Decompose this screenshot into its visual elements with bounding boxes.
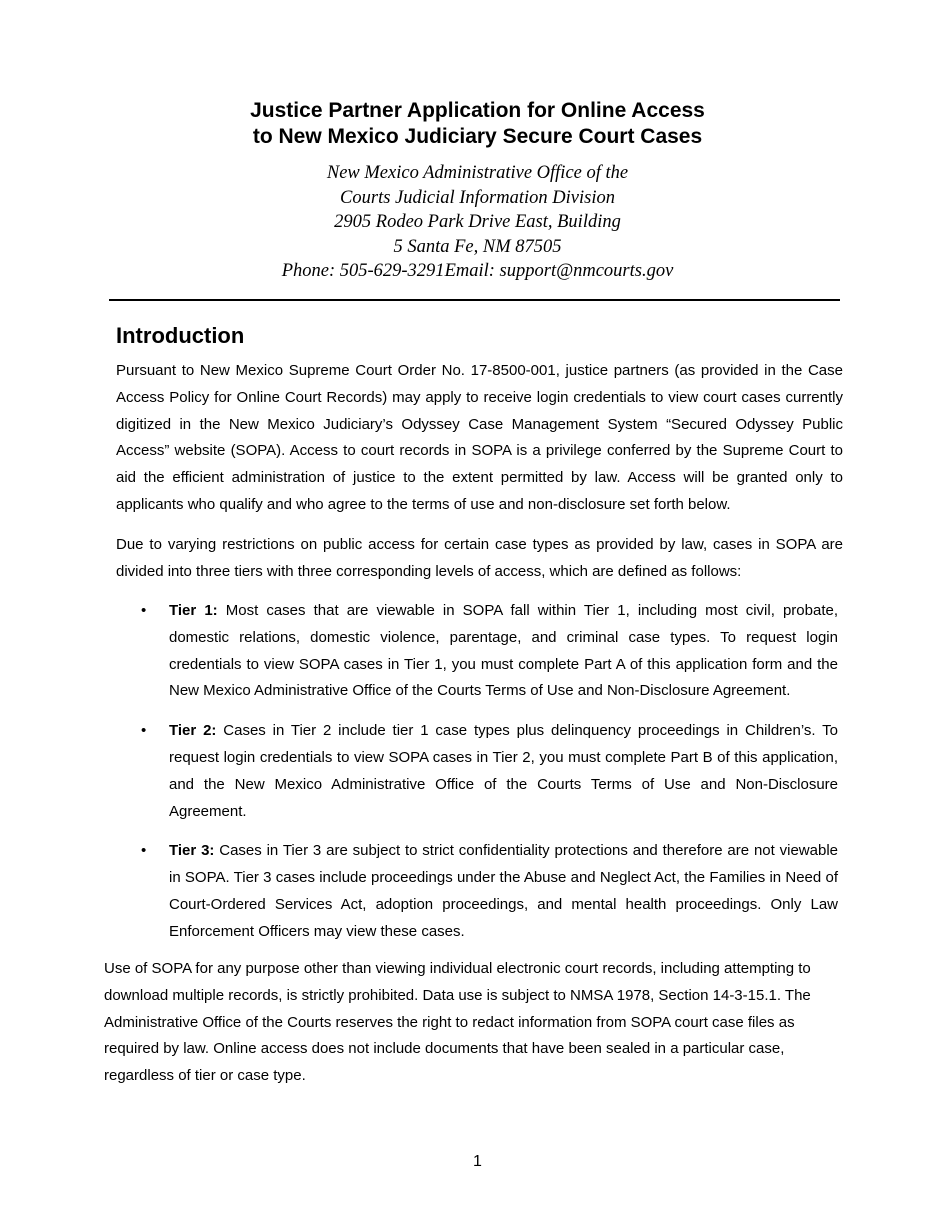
tier-2-label: Tier 2: bbox=[169, 722, 217, 740]
introduction-paragraph-2: Due to varying restrictions on public access for certain case types as provided by law, cases in SOPA are divided into three tiers with three corresponding levels of access, which are defined as follows: bbox=[116, 536, 843, 580]
tier-2-text bbox=[169, 718, 838, 825]
office-address-block bbox=[0, 161, 950, 284]
address-line-2: Courts Judicial Information Division bbox=[340, 187, 615, 208]
header-divider bbox=[109, 299, 840, 301]
tier-item-3 bbox=[0, 838, 950, 945]
introduction-heading: Introduction bbox=[116, 323, 245, 348]
tier-list bbox=[0, 598, 950, 959]
introduction-paragraph-1: Pursuant to New Mexico Supreme Court Order No. 17-8500-001, justice partners (as provided in the Case Access Policy for Online Court Records) may apply to receive login credentials to view court cases currently digitized in the New Mexico Judiciary’s Odyssey Case Management System “Secured Odyssey Public Access” website (SOPA). Access to court records in SOPA is a privilege conferred by the Supreme Court to aid the efficient administration of justice to the extent permitted by law. Access will be granted only to applicants who qualify and who agree to the terms of use and non-disclosure set forth below. bbox=[116, 362, 843, 513]
tier-1-description: Most cases that are viewable in SOPA fall within Tier 1, including most civil, probate, domestic relations, domestic violence, parentage, and criminal case types. To request login credentials to view SOPA cases in Tier 1, you must complete Part A of this application form and the New Mexico Administrative Office of the Courts Terms of Use and Non-Disclosure Agreement. bbox=[169, 602, 838, 700]
tier-3-label: Tier 3: bbox=[169, 842, 215, 860]
closing-paragraph: Use of SOPA for any purpose other than viewing individual electronic court records, including attempting to download multiple records, is strictly prohibited. Data use is subject to NMSA 1978, Section 14-3-15.1. The Administrative Office of the Courts reserves the right to redact information from SOPA court case files as required by law. Online access does not include documents that have been sealed in a particular case, regardless of tier or case type. bbox=[104, 960, 811, 1085]
bullet-icon: • bbox=[141, 602, 147, 619]
email-address: Email: support@nmcourts.gov bbox=[444, 261, 674, 281]
address-line-4: 5 Santa Fe, NM 87505 bbox=[393, 236, 562, 257]
tier-3-description: Cases in Tier 3 are subject to strict confidentiality protections and therefore are not viewable in SOPA. Tier 3 cases include proceedings under the Abuse and Neglect Act, the Families in Need of Court-Ordered Services Act, adoption proceedings, and mental health proceedings. Only Law Enforcement Officers may view these cases. bbox=[169, 842, 838, 940]
bullet-icon: • bbox=[141, 842, 147, 860]
tier-1-label: Tier 1: bbox=[169, 602, 218, 619]
bullet-icon: • bbox=[141, 722, 147, 740]
tier-1-text bbox=[169, 598, 838, 705]
document-title bbox=[0, 98, 950, 150]
contact-line bbox=[0, 259, 950, 284]
tier-item-2 bbox=[0, 718, 950, 825]
tier-3-text bbox=[169, 838, 838, 945]
address-line-3: 2905 Rodeo Park Drive East, Building bbox=[334, 212, 621, 232]
address-line-1: New Mexico Administrative Office of the bbox=[326, 163, 629, 183]
tier-2-description: Cases in Tier 2 include tier 1 case types plus delinquency proceedings in Children’s. To request login credentials to view SOPA cases in Tier 2, you must complete Part B of this application, and the New Mexico Administrative Office of the Courts Terms of Use and Non-Disclosure Agreement. bbox=[169, 722, 838, 820]
phone-number: Phone: 505-629-3291 bbox=[281, 261, 445, 281]
tier-item-1 bbox=[0, 598, 950, 705]
page-number: 1 bbox=[473, 1153, 482, 1170]
title-line-2: to New Mexico Judiciary Secure Court Cases bbox=[252, 125, 703, 148]
title-line-1: Justice Partner Application for Online Access bbox=[250, 99, 705, 122]
